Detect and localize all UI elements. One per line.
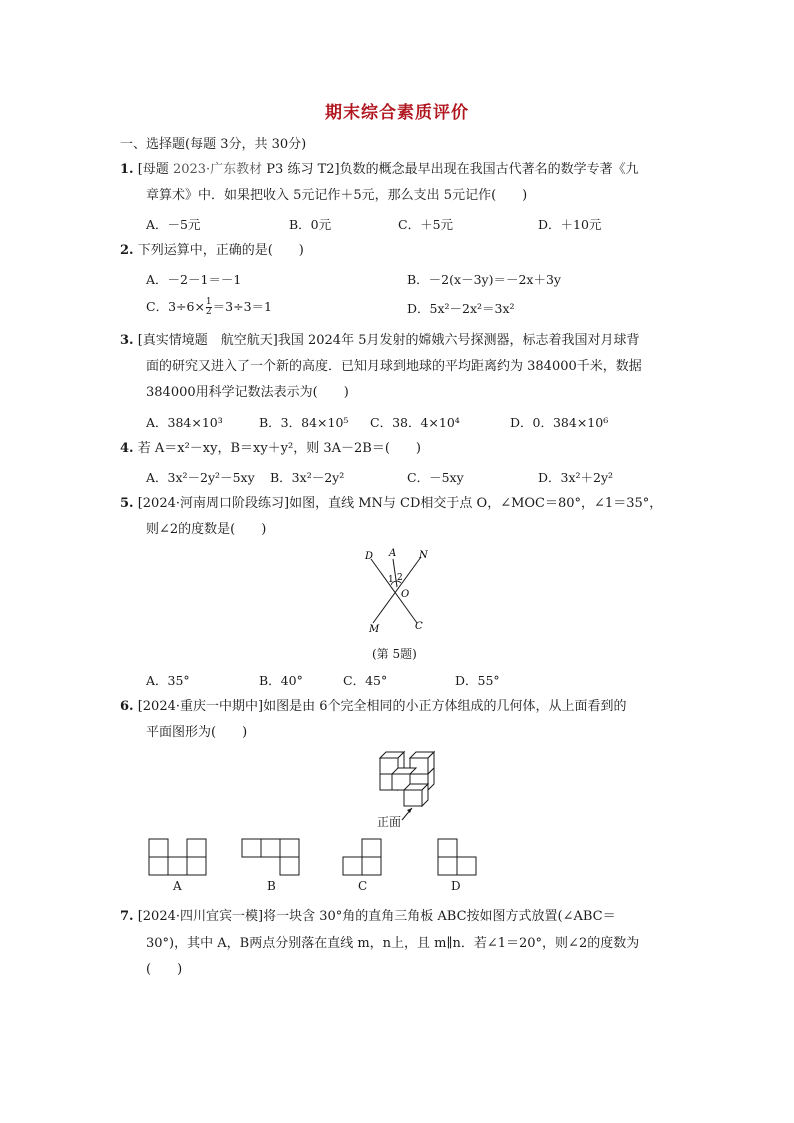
question-text-line: 平面图形为( ) [146,725,248,740]
question-tag: [母题 [137,162,169,177]
option-b: B．40° [259,673,303,688]
choice-figure-b [241,838,301,878]
label-d: D [365,551,374,562]
choice-figure-d [437,838,477,878]
question-text: [2024·四川宜宾一模]将一块含 30°角的直角三角板 ABC按如图方式放置(∠ABC＝ [137,909,616,924]
line-nm [373,557,421,623]
question-number: 2. [120,243,134,258]
question-text-line: 384000用科学记数法表示为( ) [146,385,349,400]
section-heading: 一、选择题(每题 3分，共 30分) [120,137,307,152]
option-b: B．3x²－2y² [270,470,345,485]
option-a: A．－5元 [146,217,201,232]
question-text: [2024·重庆一中期中]如图是由 6个完全相同的小正方体组成的几何体，从上面看到的 [137,699,627,714]
option-d: D．0．384×10⁶ [510,415,609,430]
figure-caption: (第 5题) [372,647,417,661]
option-d: D．5x²－2x²＝3x² [407,301,515,316]
option-c-rest: ＝3÷3＝1 [212,299,272,314]
figure-intersecting-lines [355,545,435,635]
fraction-denominator: 2 [205,307,212,317]
label-o: O [401,589,410,600]
choice-figure-a [148,838,208,878]
label-a: A [389,548,397,559]
label-angle-1: 1 [388,575,394,585]
option-d: D．＋10元 [538,217,602,232]
option-a: A．384×10³ [146,415,223,430]
option-c: C．45° [343,673,388,688]
option-a: A．35° [146,673,190,688]
question-text-line: 则∠2的度数是( ) [146,522,267,537]
option-a: A．－2－1＝－1 [146,272,242,287]
choice-label-b: B [267,879,276,893]
label-m: M [369,624,380,635]
question-number: 1. [120,162,134,177]
question-5 [120,495,662,513]
fraction-numerator: 1 [205,297,212,307]
page-title: 期末综合素质评价 [325,103,469,123]
option-d: D．55° [455,673,500,688]
option-c: C．－5xy [407,470,464,485]
fraction [206,298,212,317]
choice-label-c: C [358,879,368,893]
question-3 [120,332,639,350]
option-c-text: C．3÷6× [146,299,205,314]
option-c: C．＋5元 [398,217,454,232]
option-b: B．3．84×10⁵ [259,415,349,430]
question-number: 5. [120,496,134,511]
question-7 [120,908,616,926]
choice-figure-c [342,838,382,878]
question-4 [120,440,421,458]
question-number: 7. [120,909,134,924]
question-text: [真实情境题 航空航天]我国 2024年 5月发射的嫦娥六号探测器，标志着我国对月球背 [137,333,640,348]
choice-label-a: A [173,879,182,893]
question-text: 若 A＝x²－xy，B＝xy＋y²，则 3A－2B＝( ) [137,441,422,456]
question-text: [2024·河南周口阶段练习]如图，直线 MN与 CD相交于点 O，∠MOC＝80°，∠1＝35°， [137,496,663,511]
question-1 [120,161,639,179]
label-angle-2: 2 [397,573,403,583]
option-d: D．3x²＋2y² [538,470,614,485]
option-a: A．3x²－2y²－5xy [146,470,255,485]
question-number: 3. [120,333,134,348]
front-label: 正面 [377,815,402,829]
question-2 [120,242,304,260]
question-6 [120,698,626,716]
question-text-line: ( ) [146,962,183,977]
question-text-line: 面的研究又进入了一个新的高度．已知月球到地球的平均距离约为 384000千米，数据 [146,359,642,374]
option-c: C．38．4×10⁴ [370,415,460,430]
question-number: 4. [120,441,134,456]
option-b: B．0元 [289,217,332,232]
label-n: N [419,550,428,561]
question-number: 6. [120,699,134,714]
choice-label-d: D [451,879,461,893]
question-text-line: 章算术》中．如果把收入 5元记作＋5元，那么支出 5元记作( ) [146,188,528,203]
question-text-line: 30°)，其中 A，B两点分别落在直线 m，n上，且 m∥n．若∠1＝20°，则∠2的度数为 [146,936,640,951]
question-text: 下列运算中，正确的是( ) [137,243,304,258]
option-c [146,297,272,317]
question-tag-2: P3 练习 T2] [266,162,340,177]
question-source: 2023·广东教材 [172,162,263,177]
label-c: C [415,621,423,632]
question-text: 负数的概念最早出现在我国古代著名的数学专著《九 [339,162,639,177]
option-b: B．－2(x－3y)＝－2x＋3y [407,272,561,287]
